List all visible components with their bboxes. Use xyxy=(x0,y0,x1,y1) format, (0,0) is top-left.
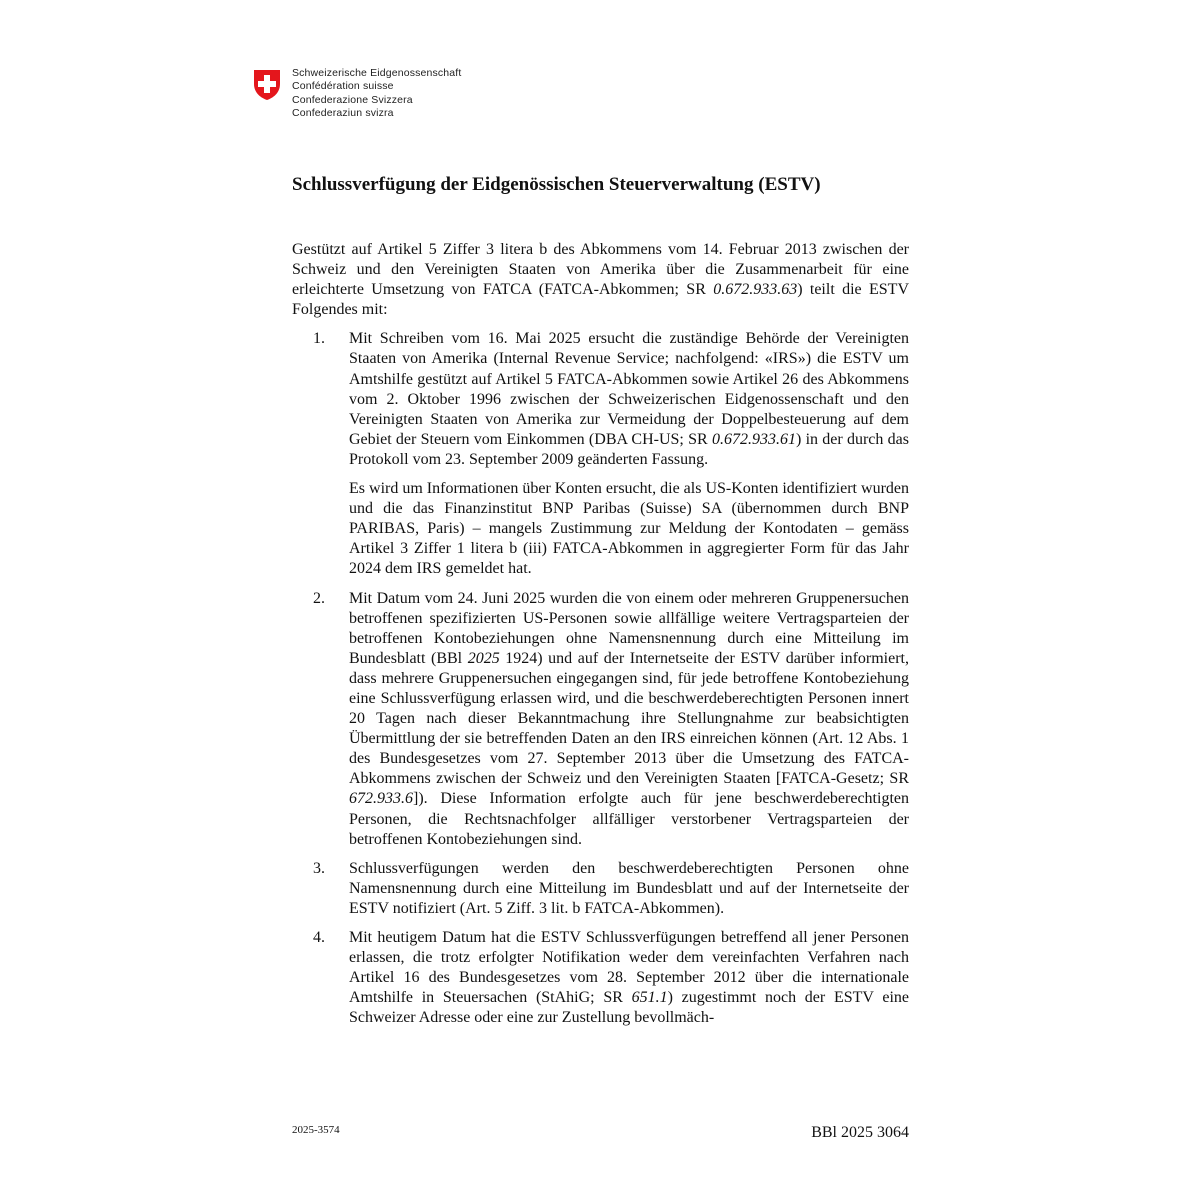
agency-name-fr: Confédération suisse xyxy=(292,80,394,93)
item-1-text-1: Mit Schreiben vom 16. Mai 2025 ersucht die zuständige Behörde der Vereinigten Staaten von Amerika (Internal Revenue Service; nachfolgend: «IRS») die ESTV um Amtshilfe gestützt auf Artikel 5 FATCA-Abkommen sowie Artikel 26 des Abkommens vom 2. Oktober 1996 zwischen der Schweizerischen Eidgenossenschaft und den Vereinigten Staaten von Amerika zur Vermeidung der Doppelbesteuerung auf dem Gebiet der Steuern vom Einkommen (DBA CH-US; SR xyxy=(349,330,909,448)
agency-name-block xyxy=(292,67,461,120)
item-4-sr-ref: 651.1 xyxy=(631,989,668,1007)
item-2-text-3: ]). Diese Information erfolgte auch für jene beschwerdeberechtigten Personen, die Rechtsnachfolger allfälliger verstorbener Vertragsparteien der betroffenen Kontobeziehungen sind. xyxy=(349,790,909,848)
document-title: Schlussverfügung der Eidgenössischen Steuerverwaltung (ESTV) xyxy=(292,174,821,195)
item-1-text-2: ) in der durch das Protokoll vom 23. September 2009 geänderten Fassung. xyxy=(349,430,910,468)
agency-name-it: Confederazione Svizzera xyxy=(292,93,413,106)
list-item-number: 1. xyxy=(313,330,325,348)
list-item-number: 3. xyxy=(313,859,325,877)
intro-text-2: ) teilt die ESTV Folgendes mit: xyxy=(292,281,909,319)
item-2-bbl-year: 2025 xyxy=(467,649,500,667)
item-3-paragraph: Schlussverfügungen werden den beschwerdeberechtigten Personen ohne Namensnennung durch eine Mitteilung im Bundesblatt und auf der Internetseite der ESTV notifiziert (Art. 5 Ziff. 3 lit. b FATCA-Abkommen). xyxy=(349,859,909,917)
item-1-paragraph-2: Es wird um Informationen über Konten ersucht, die als US-Konten identifiziert wurden und die das Finanzinstitut BNP Paribas (Suisse) SA (übernommen durch BNP PARIBAS, Paris) – mangels Zustimmung zur Meldung der Kontodaten – gemäss Artikel 3 Ziffer 1 litera b (iii) FATCA-Abkommen in aggregierter Form für das Jahr 2024 dem IRS gemeldet hat. xyxy=(349,480,909,578)
intro-text-1: Gestützt auf Artikel 5 Ziffer 3 litera b des Abkommens vom 14. Februar 2013 zwischen der Schweiz und den Vereinigten Staaten von Amerika über die Zusammenarbeit für eine erleichterte Umsetzung von FATCA (FATCA-Abkommen; SR xyxy=(292,241,909,299)
list-item-number: 2. xyxy=(313,589,325,607)
document-body xyxy=(292,240,909,1037)
item-2-text-2: 1924) und auf der Internetseite der ESTV darüber informiert, dass mehrere Gruppenersuchen eingegangen sind, für jede betroffene Kontobeziehung eine Schlussverfügung erlassen wird, und die beschwerdeberechtigten Personen innert 20 Tagen nach dieser Bekanntmachung ihre Stellungnahme zur beabsichtigten Übermittlung der sie betreffenden Daten an den IRS einreichen können (Art. 12 Abs. 1 des Bundesgesetzes vom 27. September 2013 über die Umsetzung des FATCA-Abkommens zwischen der Schweiz und den Vereinigten Staaten [FATCA-Gesetz; SR xyxy=(349,649,909,788)
agency-name-rm: Confederaziun svizra xyxy=(292,106,394,119)
item-2-text-1: Mit Datum vom 24. Juni 2025 wurden die von einem oder mehreren Gruppenersuchen betroffenen spezifizierten US-Personen sowie allfällige weitere Vertragsparteien der betroffenen Kontobeziehungen ohne Namensnennung durch eine Mitteilung im Bundesblatt (BBl xyxy=(349,589,909,667)
item-2-sr-ref: 672.933.6 xyxy=(349,790,413,808)
footer-bbl-reference: BBl 2025 3064 xyxy=(811,1124,909,1141)
item-4-text-2: ) zugestimmt noch der ESTV eine Schweizer Adresse oder eine zur Zustellung bevollmäch- xyxy=(349,989,909,1027)
list-item-number: 4. xyxy=(313,929,325,946)
list-item xyxy=(292,928,909,1028)
footer-doc-number: 2025-3574 xyxy=(292,1124,340,1136)
list-item xyxy=(292,589,909,850)
item-1-sr-ref: 0.672.933.61 xyxy=(711,430,796,448)
item-4-text-1: Mit heutigem Datum hat die ESTV Schlussverfügungen betreffend all jener Personen erlassen, die trotz erfolgter Notifikation weder dem vereinfachten Verfahren nach Artikel 16 des Bundesgesetzes vom 28. September 2012 über die internationale Amtshilfe in Steuersachen (StAhiG; SR xyxy=(349,929,909,1007)
page-header xyxy=(253,67,461,120)
intro-sr-ref: 0.672.933.63 xyxy=(713,281,798,299)
list-item xyxy=(292,329,909,579)
list-item xyxy=(292,859,909,919)
item-2-paragraph xyxy=(349,589,909,850)
swiss-cross-shield-icon xyxy=(253,69,281,101)
item-1-paragraph-1 xyxy=(349,329,909,470)
intro-paragraph xyxy=(292,240,909,320)
agency-name-de: Schweizerische Eidgenossenschaft xyxy=(292,67,462,79)
item-4-paragraph xyxy=(349,928,909,1028)
